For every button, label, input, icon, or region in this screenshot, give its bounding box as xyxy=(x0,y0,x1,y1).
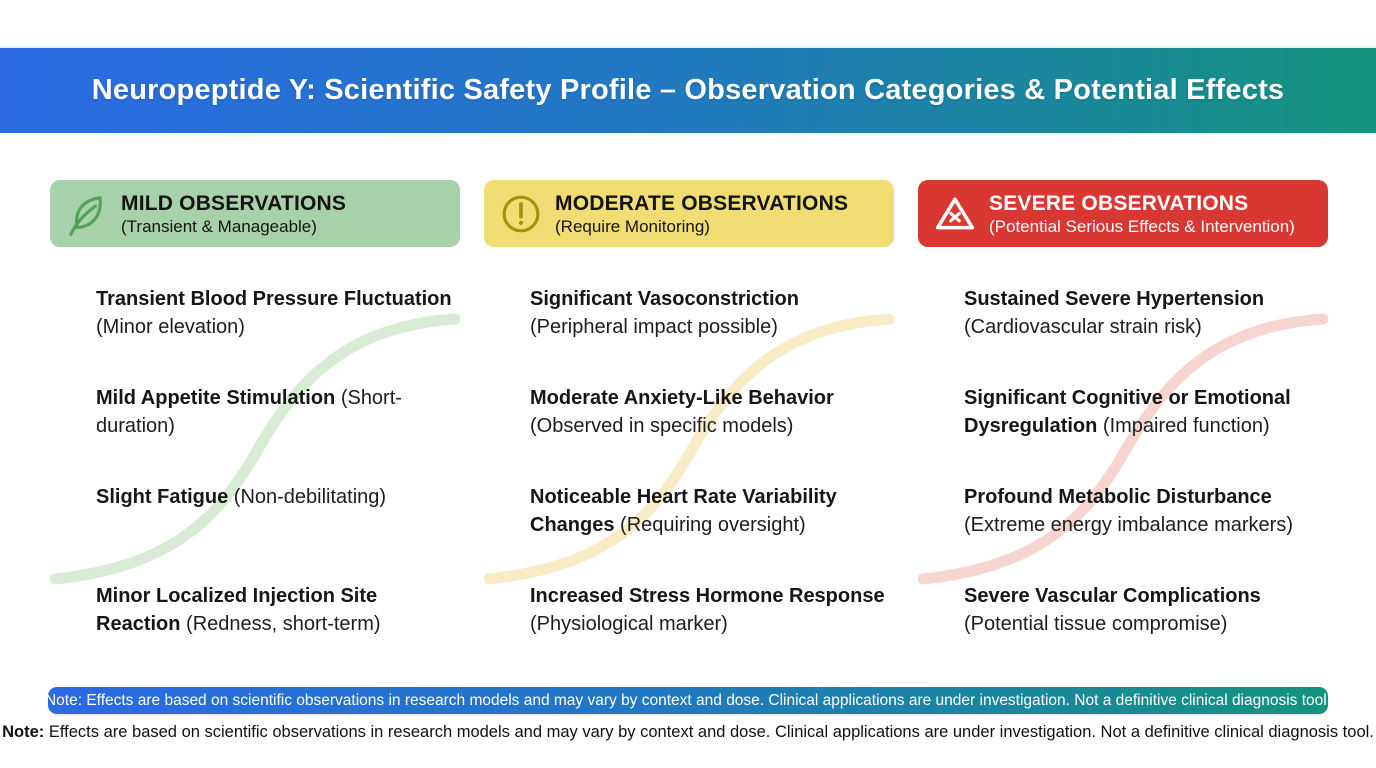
leaf-icon xyxy=(66,191,108,237)
bullet-cell xyxy=(50,582,96,590)
bullet-cell xyxy=(50,483,96,491)
note-banner xyxy=(44,687,1332,714)
mild-items-list xyxy=(50,285,460,638)
bullet-cell xyxy=(484,483,530,491)
column-moderate xyxy=(484,180,894,638)
footer-note xyxy=(0,723,1376,742)
item-detail: (Redness, short-term) xyxy=(186,613,381,635)
title-banner xyxy=(0,46,1376,133)
item-text xyxy=(964,483,1328,539)
item-name: Moderate Anxiety-Like Behavior xyxy=(530,387,834,409)
item-detail: (Impaired function) xyxy=(1102,415,1270,437)
category-heading-text xyxy=(121,191,346,237)
severe-items-list xyxy=(918,285,1328,638)
bullet-cell xyxy=(918,285,964,311)
bullet-cell xyxy=(918,483,964,509)
list-item xyxy=(918,582,1328,638)
category-heading-text xyxy=(555,191,848,237)
category-heading-text xyxy=(989,191,1295,237)
column-severe xyxy=(918,180,1328,638)
item-name: Profound Metabolic Disturbance xyxy=(964,486,1272,508)
category-title: MODERATE OBSERVATIONS xyxy=(555,191,849,215)
list-item xyxy=(50,384,460,440)
item-name: Noticeable Heart Rate Variability Changes xyxy=(530,486,837,536)
note-banner-text: Note: Effects are based on scientific observations in research models and may vary by context and dose. Clinical applications are under investigation. Not a definitive clinical diagnosis tool. xyxy=(44,691,1332,709)
item-detail: (Minor elevation) xyxy=(96,316,245,338)
item-detail: (Cardiovascular strain risk) xyxy=(964,316,1202,338)
item-detail: (Requiring oversight) xyxy=(620,514,806,536)
list-item xyxy=(918,483,1328,539)
bullet-cell xyxy=(918,384,964,410)
list-item xyxy=(484,285,894,341)
item-detail: (Non-debilitating) xyxy=(233,486,387,508)
item-text xyxy=(964,582,1328,638)
bullet-cell xyxy=(484,582,530,590)
item-name: Increased Stress Hormone Response xyxy=(530,585,885,607)
item-text xyxy=(96,384,460,440)
warning-triangle-icon xyxy=(934,191,976,237)
item-detail: (Short-duration) xyxy=(96,387,402,437)
category-header-mild xyxy=(50,180,460,247)
item-name: Severe Vascular Complications xyxy=(964,585,1261,607)
bullet-cell xyxy=(484,285,530,293)
item-detail: (Potential tissue compromise) xyxy=(964,613,1228,635)
item-text xyxy=(530,483,894,539)
bullet-cell xyxy=(484,384,530,392)
item-detail: (Peripheral impact possible) xyxy=(530,316,778,338)
list-item xyxy=(918,384,1328,440)
item-name: Significant Cognitive or Emotional Dysregulation xyxy=(964,387,1291,437)
item-name: Minor Localized Injection Site Reaction xyxy=(96,585,378,635)
item-name: Slight Fatigue xyxy=(96,486,229,508)
list-item xyxy=(484,384,894,440)
item-detail: (Extreme energy imbalance markers) xyxy=(964,514,1293,536)
item-text xyxy=(964,384,1328,440)
item-detail: (Observed in specific models) xyxy=(530,415,794,437)
item-text xyxy=(96,285,460,341)
footer-note-text: Effects are based on scientific observations in research models and may vary by context and dose. Clinical applications are under investigation. Not a definitive clinical diagnosis tool. xyxy=(48,723,1374,741)
bullet-cell xyxy=(918,582,964,608)
bullet-cell xyxy=(50,285,96,293)
list-item xyxy=(50,483,460,539)
column-mild xyxy=(50,180,460,638)
alert-circle-icon xyxy=(500,191,542,237)
page-title: Neuropeptide Y: Scientific Safety Profile – Observation Categories & Potential Effects xyxy=(91,74,1285,106)
item-name: Transient Blood Pressure Fluctuation xyxy=(96,288,452,310)
item-name: Mild Appetite Stimulation xyxy=(96,387,336,409)
footer-note-label: Note: xyxy=(2,723,45,741)
list-item xyxy=(50,285,460,341)
category-title: SEVERE OBSERVATIONS xyxy=(989,191,1249,215)
category-subtitle: (Potential Serious Effects & Intervention) xyxy=(989,216,1295,236)
list-item xyxy=(484,483,894,539)
item-name: Sustained Severe Hypertension xyxy=(964,288,1265,310)
item-text xyxy=(530,582,894,638)
categories-section xyxy=(50,180,1326,638)
item-text xyxy=(96,582,460,638)
item-text xyxy=(964,285,1328,341)
list-item xyxy=(918,285,1328,341)
category-subtitle: (Require Monitoring) xyxy=(555,216,710,236)
list-item xyxy=(50,582,460,638)
category-title: MILD OBSERVATIONS xyxy=(121,191,347,215)
item-text xyxy=(530,285,894,341)
category-header-moderate xyxy=(484,180,894,247)
item-text xyxy=(96,483,386,511)
bullet-cell xyxy=(50,384,96,392)
item-name: Significant Vasoconstriction xyxy=(530,288,799,310)
list-item xyxy=(484,582,894,638)
item-detail: (Physiological marker) xyxy=(530,613,728,635)
moderate-items-list xyxy=(484,285,894,638)
category-subtitle: (Transient & Manageable) xyxy=(121,216,317,236)
category-header-severe xyxy=(918,180,1328,247)
item-text xyxy=(530,384,894,440)
